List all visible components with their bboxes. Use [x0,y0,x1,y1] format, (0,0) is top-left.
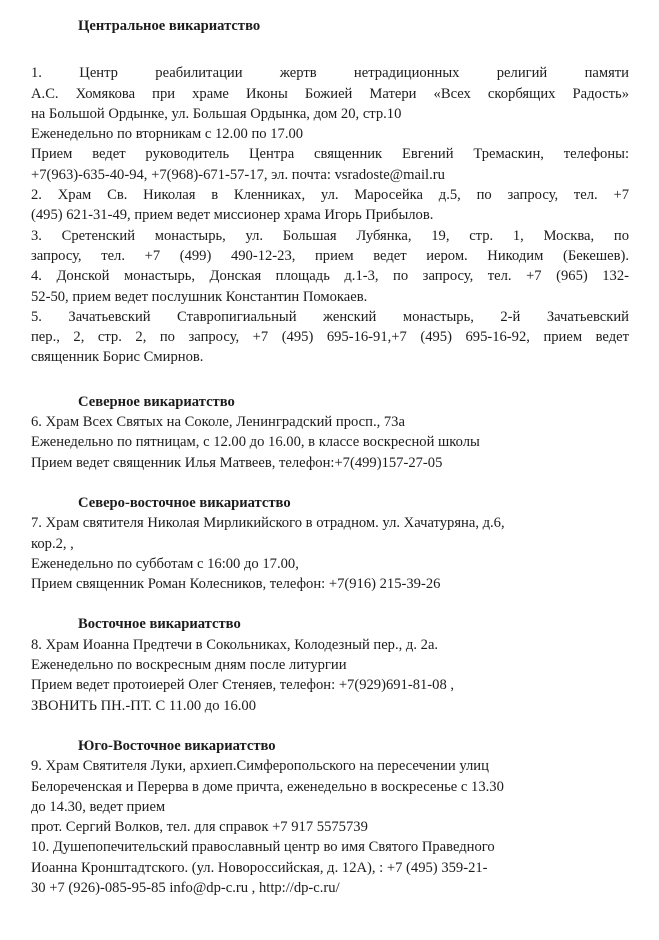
entry-6-line: 6. Храм Всех Святых на Соколе, Ленинградский просп., 73а [31,414,405,431]
entry-3-line: 3. Сретенский монастырь, ул. Большая Лубянка, 19, стр. 1, Москва, по [31,227,629,244]
entry-8-line: Еженедельно по воскресным дням после литургии [31,657,347,674]
entry-8-line: 8. Храм Иоанна Предтечи в Сокольниках, Колодезный пер., д. 2а. [31,636,439,653]
entry-5-line: священник Борис Смирнов. [31,349,204,366]
section-heading-southeast: Юго-Восточное викариатство [78,737,276,754]
entry-6-line: Еженедельно по пятницам, с 12.00 до 16.00, в классе воскресной школы [31,434,480,451]
entry-1-line: Прием ведет руководитель Центра священник Евгений Тремаскин, телефоны: [31,146,629,163]
entry-4-line: 52-50, прием ведет послушник Константин Помокаев. [31,288,368,305]
entry-7-line: Еженедельно по субботам с 16:00 до 17.00, [31,555,299,572]
entry-5-line: пер., 2, стр. 2, по запросу, +7 (495) 695-16-91,+7 (495) 695-16-92, прием ведет [31,329,629,346]
entry-8-line: Прием ведет протоиерей Олег Стеняев, телефон: +7(929)691-81-08 , [31,677,455,694]
entry-1-line: на Большой Ордынке, ул. Большая Ордынка, дом 20, стр.10 [31,105,402,122]
entry-2-line: (495) 621-31-49, прием ведет миссионер храма Игорь Прибылов. [31,207,434,224]
entry-7-line: Прием священник Роман Колесников, телефон: +7(916) 215-39-26 [31,576,441,593]
entry-9-line: до 14.30, ведет прием [31,798,166,815]
entry-7-line: кор.2, , [31,535,74,552]
entry-9-line: Белореченская и Перерва в доме причта, еженедельно в воскресенье с 13.30 [31,778,504,795]
entry-4-line: 4. Донской монастырь, Донская площадь д.1-3, по запросу, тел. +7 (965) 132- [31,268,629,285]
section-heading-northeast: Северо-восточное викариатство [78,494,291,511]
entry-8-line: ЗВОНИТЬ ПН.-ПТ. С 11.00 до 16.00 [31,697,257,714]
entry-9-line: 9. Храм Святителя Луки, архиеп.Симферопольского на пересечении улиц [31,758,489,775]
entry-9-line: прот. Сергий Волков, тел. для справок +7 917 5575739 [31,819,368,836]
entry-7-line: 7. Храм святителя Николая Мирликийского в отрадном. ул. Хачатуряна, д.6, [31,515,505,532]
entry-6-line: Прием ведет священник Илья Матвеев, телефон:+7(499)157-27-05 [31,454,443,471]
section-heading-north: Северное викариатство [78,393,235,410]
entry-5-line: 5. Зачатьевский Ставропигиальный женский монастырь, 2-й Зачатьевский [31,308,629,325]
entry-1-line: А.С. Хомякова при храме Иконы Божией Матери «Всех скорбящих Радость» [31,85,629,102]
entry-10-contacts: 30 +7 (926)-085-95-85 info@dp-c.ru , http://dp-c.ru/ [31,879,340,896]
entry-10-line: 10. Душепопечительский православный центр во имя Святого Праведного [31,839,495,856]
entry-1-contacts: +7(963)-635-40-94, +7(968)-671-57-17, эл. почта: vsradoste@mail.ru [31,166,445,183]
section-heading-east: Восточное викариатство [78,616,241,633]
entry-10-line: Иоанна Кронштадтского. (ул. Новороссийская, д. 12А), : +7 (495) 359-21- [31,859,488,876]
entry-1-line: Еженедельно по вторникам с 12.00 по 17.00 [31,126,304,143]
entry-2-line: 2. Храм Св. Николая в Кленниках, ул. Маросейка д.5, по запросу, тел. +7 [31,187,629,204]
entry-3-line: запросу, тел. +7 (499) 490-12-23, прием ведет иером. Никодим (Бекешев). [31,247,629,264]
entry-1-line: 1. Центр реабилитации жертв нетрадиционных религий памяти [31,65,629,82]
section-heading-central: Центральное викариатство [78,18,261,34]
